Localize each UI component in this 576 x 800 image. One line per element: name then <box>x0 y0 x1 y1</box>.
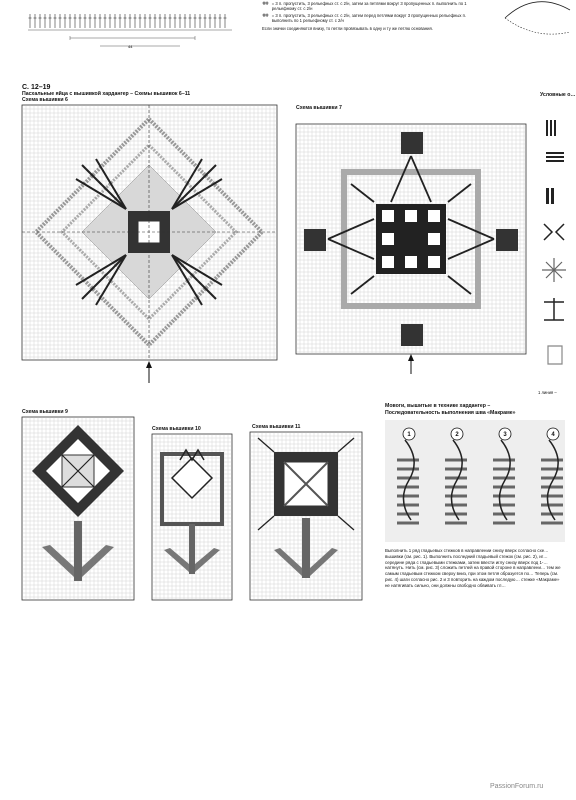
step-number: 4 <box>551 432 555 438</box>
legend-title: Условные о… <box>540 92 576 98</box>
relief-stitch-icon: ǂǂǂǂ <box>262 12 268 18</box>
scheme-9-chart <box>22 417 134 600</box>
scheme-10-chart <box>152 434 232 600</box>
step-number: 1 <box>407 432 411 438</box>
scheme-9-title: Схема вышивки 9 <box>22 409 68 415</box>
chart-dimension: 44 <box>128 44 133 49</box>
symbol-notes <box>262 1 467 31</box>
top-crochet-chart <box>0 0 250 60</box>
egg-outline-top <box>500 0 565 40</box>
legend-symbols <box>540 102 565 392</box>
watermark: PassionForum.ru <box>490 783 544 790</box>
step-number: 2 <box>455 432 459 438</box>
steps-text: Выполнить 1 ряд гладьевых стежков в направлении снизу вверх согласно схе… вышивки (см. рис. 1). Выполнить последний гладьевый стежок (см. рис. 2), иг… середине ряда с гладьевыми стежками, затем ввести иглу снизу вверх под 1-… натянуть. Нить (см. рис. 3) сложить петлей на правой стороне в направлени… тем же самым гладьевым стежком сверху вниз, при этом петля образуется по… Теперь (см. рис. 4) шаги согласно рис. 2 и 3 повторить на каждом последую… стежке «Макраме» не натягивать сильно, они должны свободно обвивать гл… <box>385 548 561 588</box>
symbol-note-1: = 3 п. пропустить, 3 рельефных ст. с 2/н, затем за петлями вокруг 3 пропущенных п. выполнить по 1 рельефному ст. с 2/н <box>271 1 467 12</box>
scheme-7-chart <box>296 114 526 364</box>
symbol-note-2: = 3 п. пропустить, 3 рельефных ст. с 2/н, затем перед петлями вокруг 3 пропущенных рельефных п. выполнить по 1 рельефному ст. с 2/н <box>271 12 467 24</box>
scheme-11-chart <box>250 432 362 600</box>
section-title: Пасхальные яйца с вышивкой хардангер – Схемы вышивок 6–11 <box>22 91 191 97</box>
steps-title: Мовоги, вышитые в технике хардангер – <box>385 403 491 409</box>
scheme-6-title: Схема вышивки 6 <box>22 97 68 103</box>
scheme-7-title: Схема вышивки 7 <box>296 105 342 111</box>
scheme-6-chart <box>22 105 277 390</box>
section-code: С. 12–19 <box>22 84 51 91</box>
macrame-steps-illustration <box>385 420 565 542</box>
relief-stitch-icon: ǂǂǂǂ <box>262 1 268 6</box>
scheme-10-title: Схема вышивки 10 <box>152 426 201 432</box>
steps-subtitle: Последовательность выполнения шва «Макраме» <box>385 410 516 416</box>
scheme-11-title: Схема вышивки 11 <box>252 424 301 430</box>
top-note: Если значки соединяются внизу, то петли провязывать в одну и ту же петлю основания. <box>262 25 433 31</box>
section-header <box>22 84 190 103</box>
legend-caption: 1 линия – <box>538 390 557 395</box>
step-number: 3 <box>503 432 507 438</box>
